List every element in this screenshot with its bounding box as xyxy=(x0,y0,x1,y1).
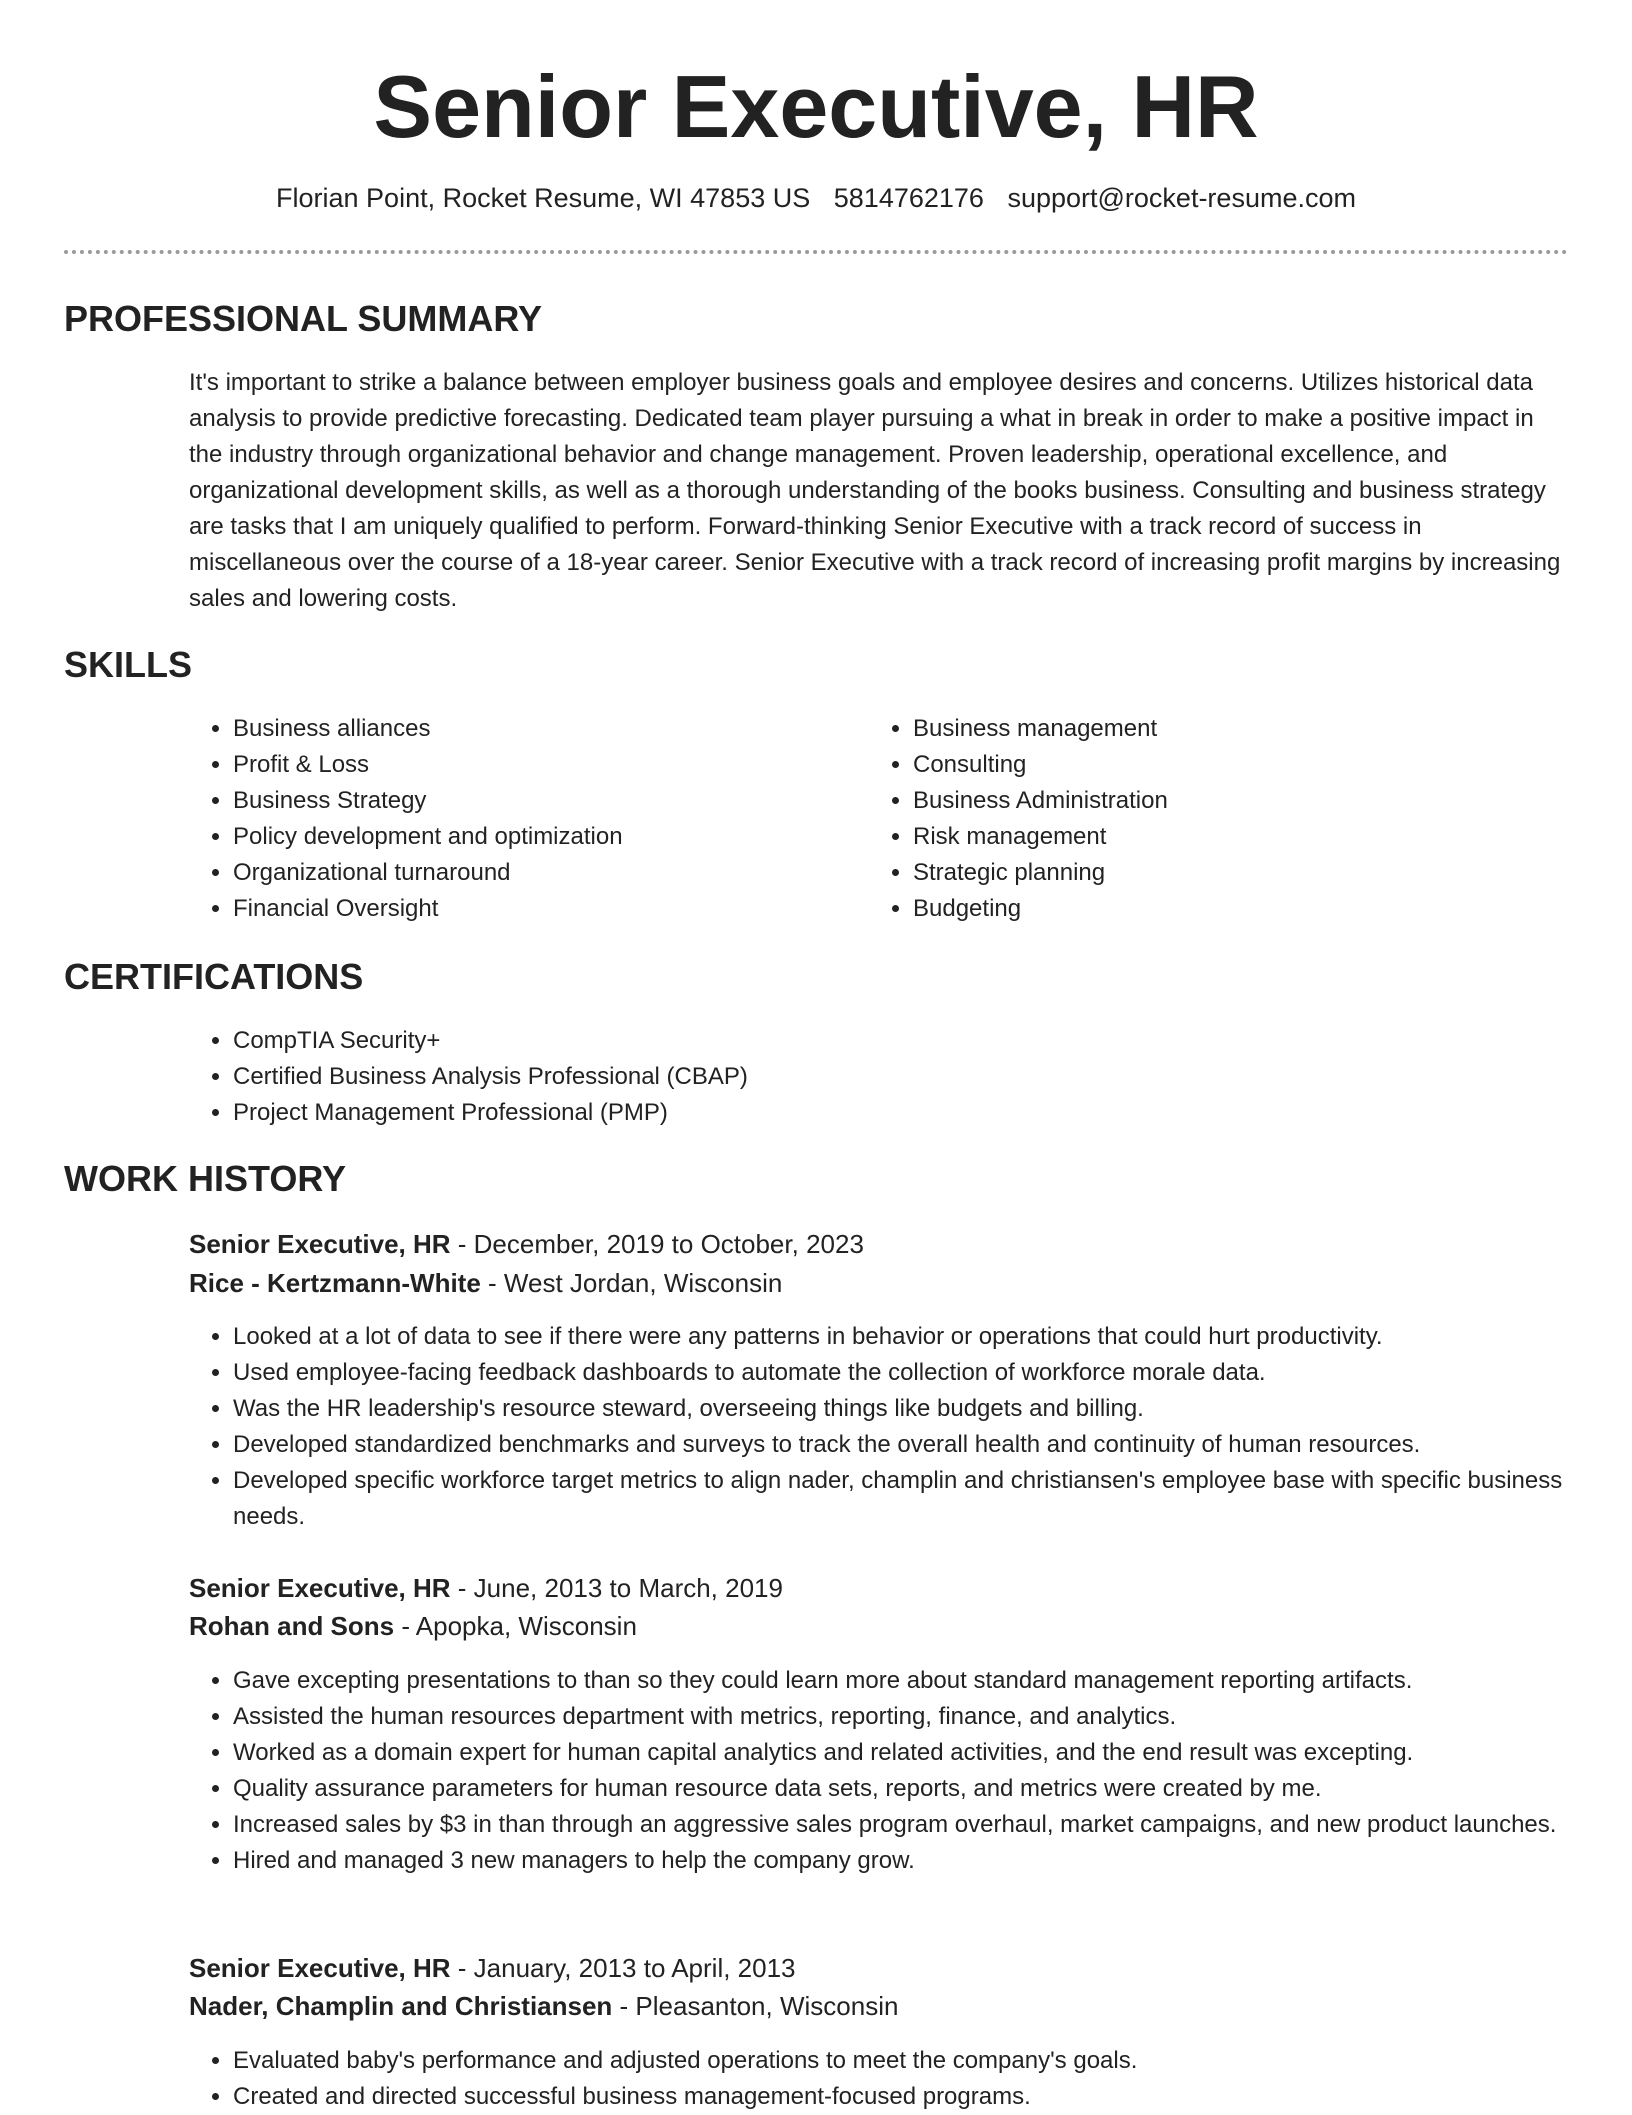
job-bullet: • Was the HR leadership's resource steward, overseeing things like budgets and billing. xyxy=(233,1391,1578,1427)
section-title-certifications: CERTIFICATIONS xyxy=(64,956,364,997)
skill-item: • Business Strategy xyxy=(233,783,833,819)
skill-item: • Risk management xyxy=(913,819,1553,855)
section-title-summary: PROFESSIONAL SUMMARY xyxy=(64,298,543,339)
job-bullet: • Increased sales by $3 in than through an aggressive sales program overhaul, market campaigns, and new product launches. xyxy=(233,1807,1578,1843)
job-bullets xyxy=(189,1319,1578,1535)
job-bullets xyxy=(189,2043,1578,2115)
job-company-line xyxy=(189,1607,637,1645)
job-bullet: • Hired and managed 3 new managers to help the company grow. xyxy=(233,1843,1578,1879)
contact-phone: 5814762176 xyxy=(833,183,984,213)
skill-item: • Profit & Loss xyxy=(233,747,833,783)
job-title: Senior Executive, HR xyxy=(189,1573,451,1603)
section-title-skills: SKILLS xyxy=(64,644,193,685)
job-dates: - June, 2013 to March, 2019 xyxy=(450,1573,783,1603)
job-dates: - January, 2013 to April, 2013 xyxy=(450,1953,796,1983)
candidate-name: Senior Executive, HR xyxy=(373,57,1259,156)
job-location: - Apopka, Wisconsin xyxy=(394,1611,637,1641)
job-bullet: • Worked as a domain expert for human capital analytics and related activities, and the end result was excepting. xyxy=(233,1735,1578,1771)
job-bullets xyxy=(189,1663,1578,1879)
job-bullet: • Looked at a lot of data to see if there were any patterns in behavior or operations that could hurt productivity. xyxy=(233,1319,1578,1355)
skill-item: • Strategic planning xyxy=(913,855,1553,891)
contact-line xyxy=(0,178,1632,218)
skill-item: • Policy development and optimization xyxy=(233,819,833,855)
job-bullet: • Quality assurance parameters for human resource data sets, reports, and metrics were created by me. xyxy=(233,1771,1578,1807)
skills-list-right xyxy=(869,711,1553,927)
skill-item: • Business management xyxy=(913,711,1553,747)
job-bullet: • Created and directed successful business management-focused programs. xyxy=(233,2079,1578,2115)
skill-item: • Organizational turnaround xyxy=(233,855,833,891)
certification-item: • Project Management Professional (PMP) xyxy=(233,1095,1333,1131)
skill-item: • Business Administration xyxy=(913,783,1553,819)
skill-item: • Business alliances xyxy=(233,711,833,747)
job-title-line xyxy=(189,1225,864,1263)
job-title-line xyxy=(189,1949,796,1987)
skill-item: • Budgeting xyxy=(913,891,1553,927)
job-company: Rohan and Sons xyxy=(189,1611,395,1641)
job-location: - Pleasanton, Wisconsin xyxy=(612,1991,899,2021)
job-location: - West Jordan, Wisconsin xyxy=(480,1268,783,1298)
header-divider xyxy=(64,250,1568,254)
job-bullet: • Evaluated baby's performance and adjusted operations to meet the company's goals. xyxy=(233,2043,1578,2079)
job-company: Rice - Kertzmann-White xyxy=(189,1268,481,1298)
skills-list-left xyxy=(189,711,833,927)
skill-item: • Financial Oversight xyxy=(233,891,833,927)
job-company-line xyxy=(189,1987,898,2025)
job-bullet: • Developed standardized benchmarks and surveys to track the overall health and continuity of human resources. xyxy=(233,1427,1578,1463)
job-title: Senior Executive, HR xyxy=(189,1229,451,1259)
summary-text: It's important to strike a balance between employer business goals and employee desires and concerns. Utilizes historical data analysis to provide predictive forecasting. Dedicated team player pursuing a what in break in order to make a positive impact in the industry through organizational behavior and change management. Proven leadership, operational excellence, and organizational development skills, as well as a thorough understanding of the books business. Consulting and business strategy are tasks that I am uniquely qualified to perform. Forward-thinking Senior Executive with a track record of success in miscellaneous over the course of a 18-year career. Senior Executive with a track record of increasing profit margins by increasing sales and lowering costs. xyxy=(189,369,1561,612)
job-company-line xyxy=(189,1264,782,1302)
job-bullet: • Gave excepting presentations to than so they could learn more about standard management reporting artifacts. xyxy=(233,1663,1578,1699)
section-title-work-history: WORK HISTORY xyxy=(64,1158,347,1199)
skill-item: • Consulting xyxy=(913,747,1553,783)
contact-address: Florian Point, Rocket Resume, WI 47853 US xyxy=(276,183,811,213)
contact-email[interactable]: support@rocket-resume.com xyxy=(1007,183,1356,213)
job-bullet: • Assisted the human resources department with metrics, reporting, finance, and analytics. xyxy=(233,1699,1578,1735)
certification-item: • CompTIA Security+ xyxy=(233,1023,1333,1059)
certifications-list xyxy=(189,1023,1333,1131)
job-title: Senior Executive, HR xyxy=(189,1953,451,1983)
job-dates: - December, 2019 to October, 2023 xyxy=(450,1229,864,1259)
job-bullet: • Developed specific workforce target metrics to align nader, champlin and christiansen's employee base with specific business needs. xyxy=(233,1463,1578,1535)
job-company: Nader, Champlin and Christiansen xyxy=(189,1991,613,2021)
certification-item: • Certified Business Analysis Professional (CBAP) xyxy=(233,1059,1333,1095)
job-bullet: • Used employee-facing feedback dashboards to automate the collection of workforce morale data. xyxy=(233,1355,1578,1391)
job-title-line xyxy=(189,1569,783,1607)
